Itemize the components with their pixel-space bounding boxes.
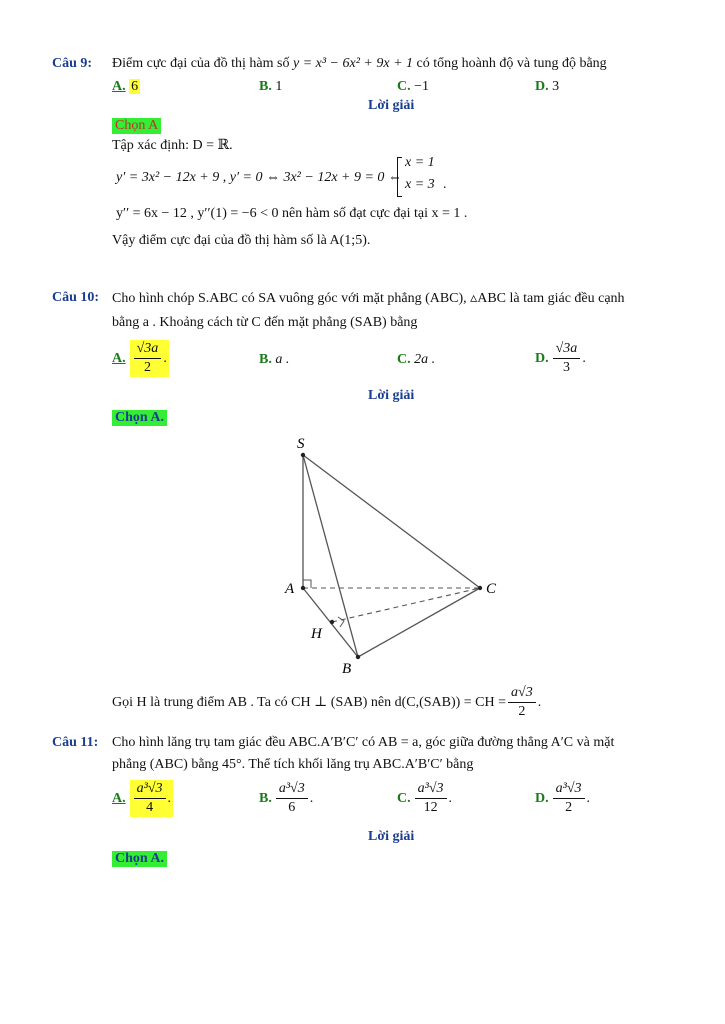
q10-option-a[interactable]: A. $\frac{√3a}{2}$ . <box>112 341 167 375</box>
label-H: H <box>311 626 322 642</box>
q9-second-derivative: y′′ = 6x − 12 , y′′(1) = −6 < 0 nên hàm số đạt cực đại tại x = 1 . <box>116 206 468 221</box>
q10-option-c[interactable]: C. 2a . <box>397 352 436 367</box>
stem-text: Điểm cực đại của đồ thị hàm số <box>112 56 290 71</box>
question-11-stem-1: Cho hình lăng trụ tam giác đều ABC.A′B′C′ có AB = a, góc giữa đường thẳng A′C và mặt <box>112 735 615 750</box>
q11-option-d[interactable]: D. $\frac{\text{a³√3}}{2}$ . <box>535 781 591 815</box>
q10-solution: Gọi H là trung điểm AB . Ta có CH ⊥ (SAB) nên d(C,(SAB)) = CH = $\frac{a√3}{2}$ . <box>112 685 542 719</box>
edge-SC <box>303 455 480 588</box>
q9-derivative-line: y′ = 3x² − 12x + 9 , y′ = 0 ⇔ 3x² − 12x + 9 = 0 ⇔ <box>116 170 402 185</box>
q9-option-b[interactable]: B. 1 <box>259 79 283 94</box>
function-expression: y = x³ − 6x² + 9x + 1 <box>292 56 414 71</box>
question-10-stem-1: Cho hình chóp S.ABC có SA vuông góc với mặt phẳng (ABC), ▵ABC là tam giác đều cạnh <box>112 291 625 306</box>
question-9-stem <box>112 56 607 72</box>
q9-option-c[interactable]: C. −1 <box>397 79 430 94</box>
q11-option-c[interactable]: C. $\frac{\text{a³√3}}{12}$ . <box>397 781 453 815</box>
pyramid-figure <box>270 430 510 680</box>
q10-loi-giai: Lời giải <box>368 388 415 403</box>
q9-option-d[interactable]: D. 3 <box>535 79 560 94</box>
q11-option-b[interactable]: B. $\frac{\text{a³√3}}{6}$ . <box>259 781 314 815</box>
label-C: C <box>486 581 497 597</box>
q10-option-d[interactable]: D. $\frac{√3a}{3}$ . <box>535 341 586 375</box>
q9-loi-giai: Lời giải <box>368 98 415 113</box>
stem-text-end: có tổng hoành độ và tung độ bằng <box>416 56 607 71</box>
q11-option-a[interactable]: A. $\frac{\text{a³√3}}{4}$ . <box>112 781 172 815</box>
segment-CH <box>332 588 480 622</box>
q10-option-b[interactable]: B. a . <box>259 352 290 367</box>
q11-chon: Chọn A. <box>112 851 167 867</box>
label-A: A <box>285 581 295 597</box>
q11-loi-giai: Lời giải <box>368 829 415 844</box>
q9-domain-line: Tập xác định: D = ℝ. <box>112 138 233 153</box>
q10-chon: Chọn A. <box>112 410 167 426</box>
q9-option-a[interactable]: A. 6 <box>112 79 139 94</box>
bracket <box>397 157 402 197</box>
q9-chon: Chọn A <box>112 118 161 134</box>
question-10-stem-2: bằng a . Khoảng cách từ C đến mặt phẳng (SAB) bằng <box>112 315 418 330</box>
q9-conclusion: Vậy điểm cực đại của đồ thị hàm số là A(1;5). <box>112 233 371 248</box>
question-9-label: Câu 9: <box>52 56 93 71</box>
edge-BC <box>358 588 480 657</box>
question-11-label: Câu 11: <box>52 735 99 750</box>
right-angle-H <box>338 617 344 627</box>
question-10-label: Câu 10: <box>52 290 100 305</box>
label-S: S <box>297 436 305 452</box>
question-11-stem-2: phẳng (ABC) bằng 45°. Thể tích khối lăng trụ ABC.A′B′C′ bằng <box>112 757 474 772</box>
label-B: B <box>342 661 352 677</box>
